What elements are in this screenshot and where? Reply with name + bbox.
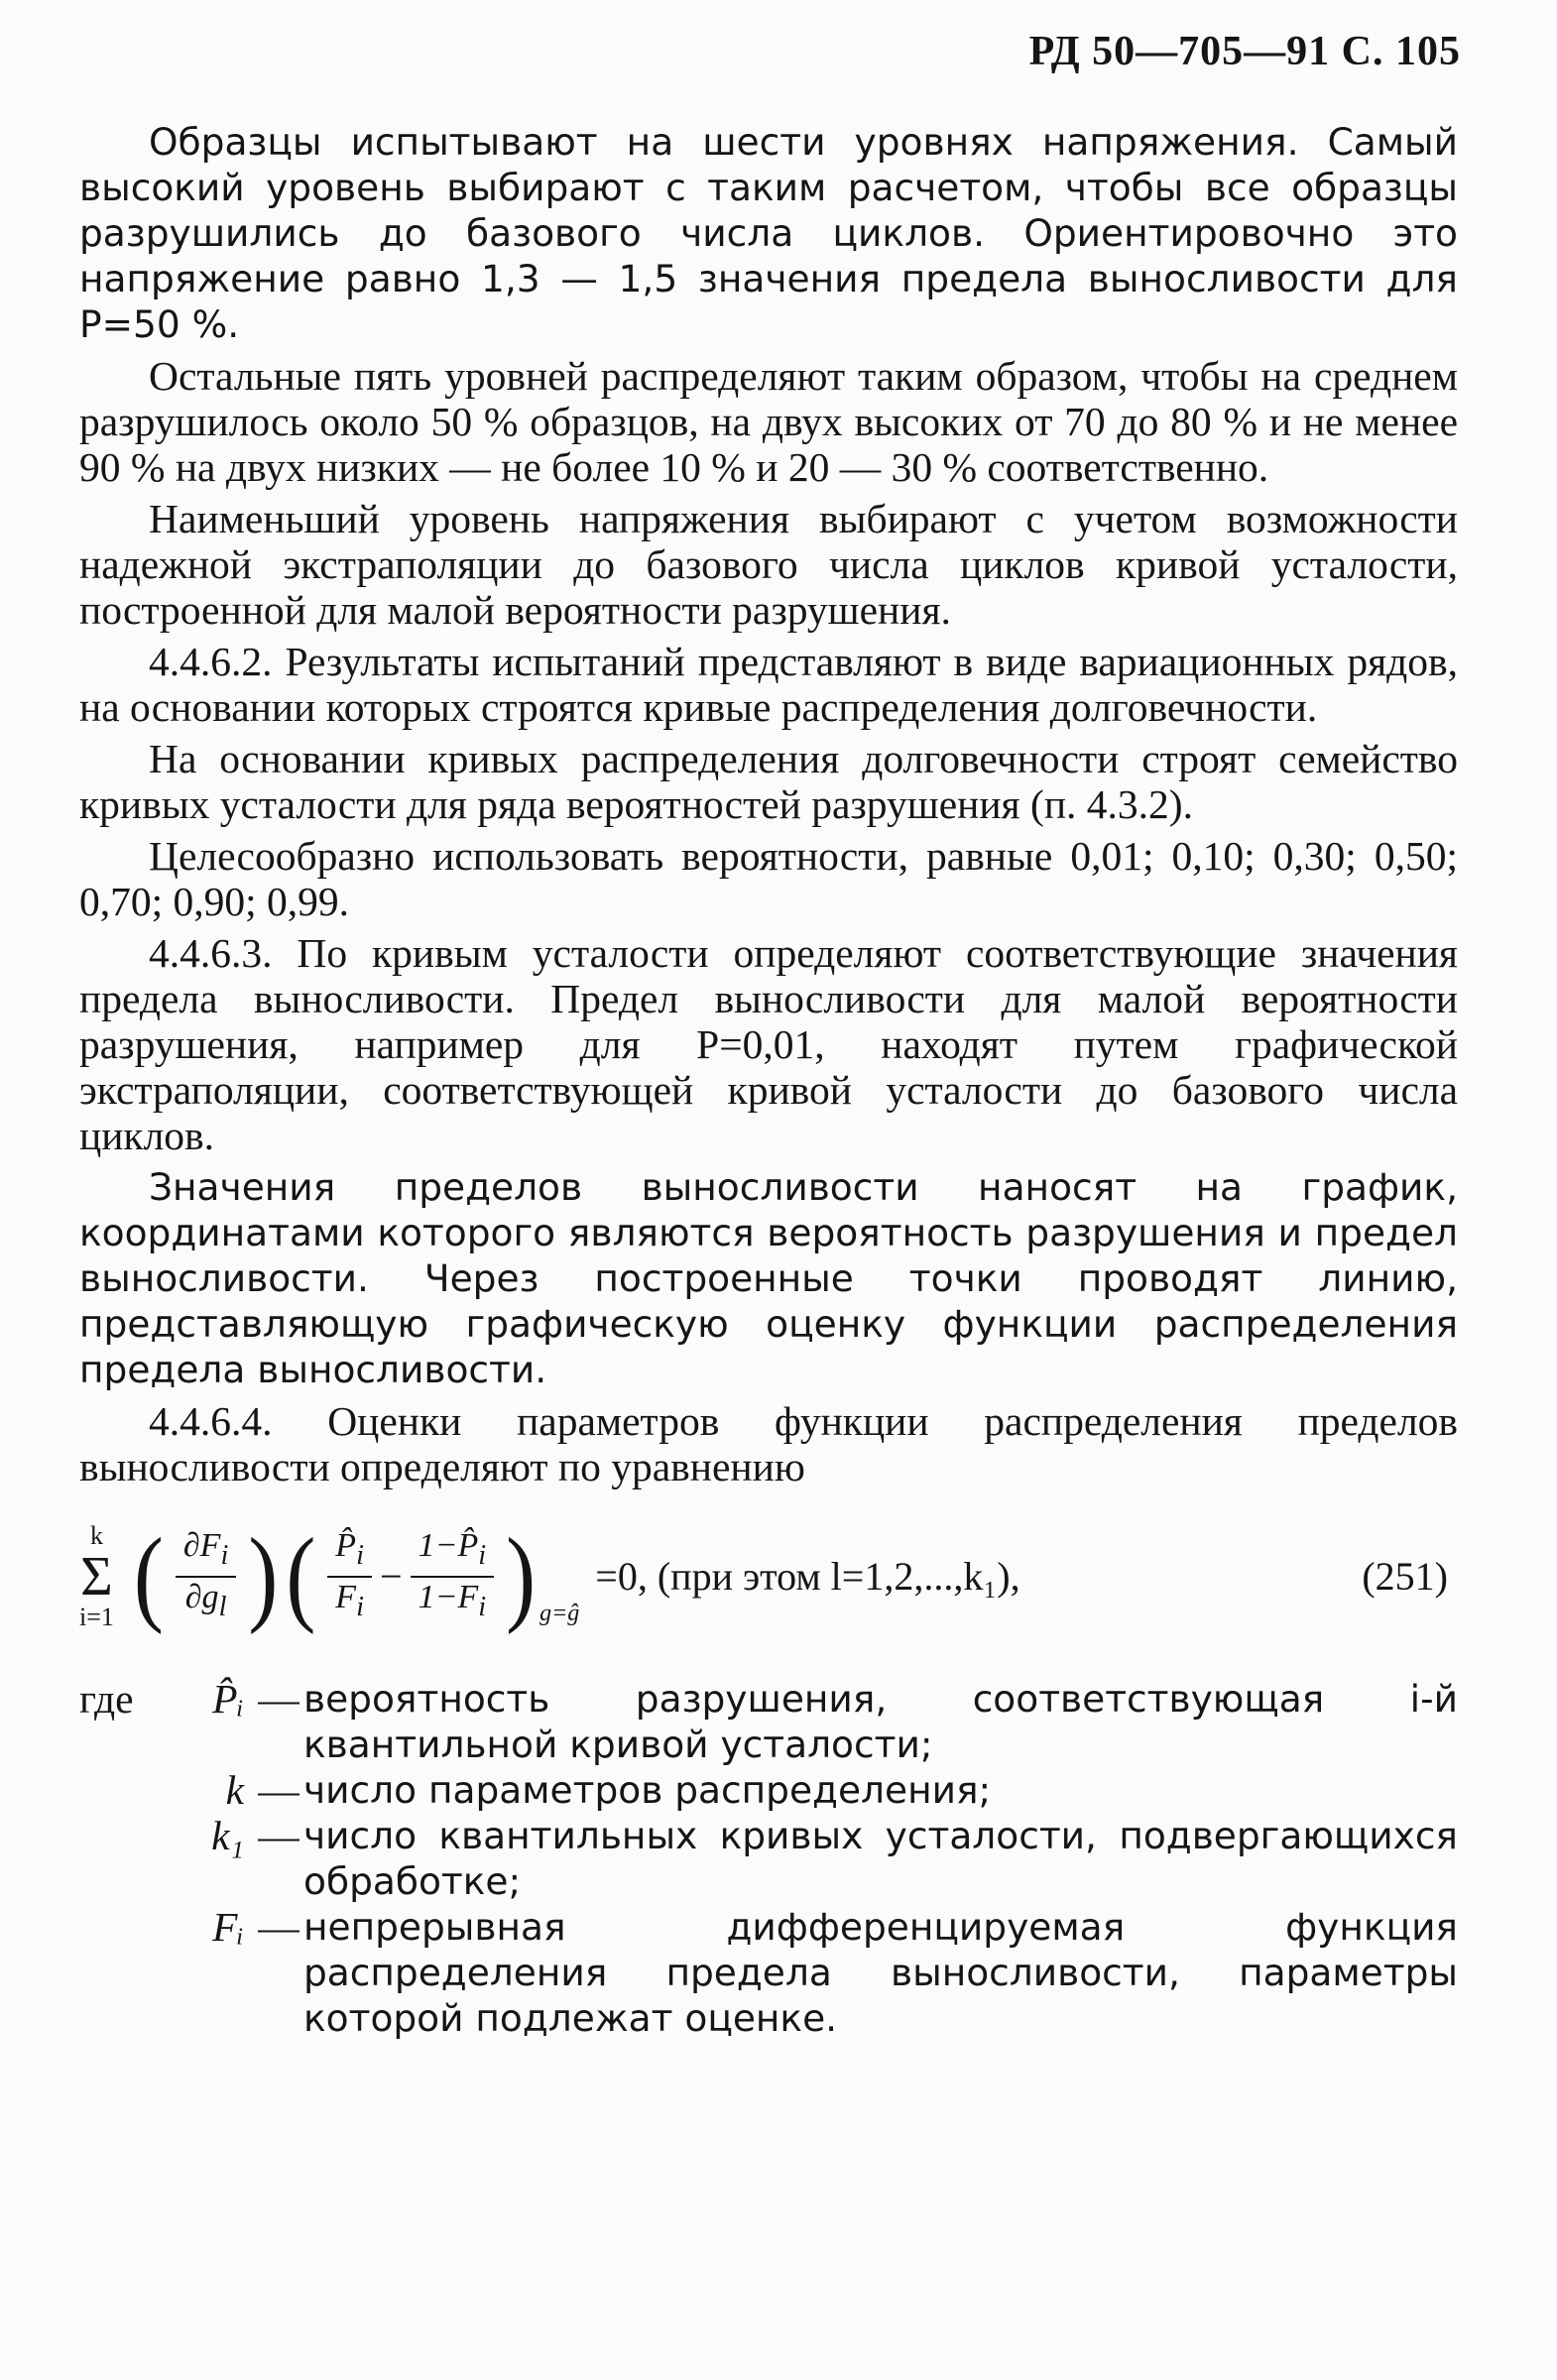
complement-denominator: 1−F	[418, 1579, 479, 1615]
minus-sign: −	[379, 1554, 403, 1599]
legend-symbol: Fᵢ	[212, 1904, 244, 1950]
sum-upper: k	[89, 1521, 103, 1550]
legend-description: вероятность разрушения, соответствующая i-й квантильной кривой усталости;	[303, 1677, 1458, 1766]
legend-description: непрерывная дифференцируемая функция распределения предела выносливости, параметры которой подлежат оценке.	[303, 1905, 1458, 2040]
evaluation-condition: g=ĝ	[539, 1601, 580, 1626]
complement-denominator-sub: i	[478, 1591, 487, 1622]
sum-operator	[79, 1523, 114, 1630]
f-denominator: F	[335, 1579, 357, 1615]
paragraph-9: 4.4.6.4. Оценки параметров функции распределения пределов выносливости определяют по уравнению	[79, 1398, 1458, 1489]
page-content	[79, 119, 1458, 2041]
equation-condition-text: =0, (при этом l=1,2,...,k₁),	[595, 1554, 1020, 1599]
legend-row	[79, 1767, 1458, 1813]
equation-251	[79, 1517, 1458, 1636]
legend-description: число параметров распределения;	[303, 1768, 992, 1812]
legend-row	[79, 1676, 1458, 1767]
paragraph-8: Значения пределов выносливости наносят на график, координатами которого являются вероятность разрушения и предел выносливости. Через построенные точки проводят линию, представляющую графическую оценку функции распределения предела выносливости.	[79, 1165, 1458, 1391]
legend-symbol: k₁	[211, 1813, 244, 1858]
paragraph-1: Образцы испытывают на шести уровнях напряжения. Самый высокий уровень выбирают с таким расчетом, чтобы все образцы разрушились до базового числа циклов. Ориентировочно это напряжение равно 1,3 — 1,5 значения предела выносливости для P=50 %.	[79, 120, 1458, 346]
paragraph-7: 4.4.6.3. По кривым усталости определяют соответствующие значения предела выносливости. Предел выносливости для малой вероятности разрушения, например для P=0,01, находят путем графической экстраполяции, соответствующей кривой усталости до базового числа циклов.	[79, 930, 1458, 1158]
legend-symbol: P̂ᵢ	[212, 1676, 244, 1722]
symbol-legend	[79, 1676, 1458, 2041]
paragraph-2: Остальные пять уровней распределяют таким образом, чтобы на среднем разрушилось около 50 % образцов, на двух высоких от 70 до 80 % и не менее 90 % на двух низких — не более 10 % и 20 — 30 % соответственно.	[79, 353, 1458, 490]
derivative-fraction	[176, 1526, 236, 1627]
page-header: РД 50—705—91 С. 105	[1028, 29, 1461, 74]
right-paren-2: )	[506, 1517, 537, 1635]
left-paren-2: (	[286, 1517, 316, 1635]
legend-row	[79, 1904, 1458, 2041]
p-numerator: P̂	[335, 1527, 357, 1565]
paragraph-3: Наименьший уровень напряжения выбирают с учетом возможности надежной экстраполяции до базового числа циклов кривой усталости, построенной для малой вероятности разрушения.	[79, 496, 1458, 633]
paragraph-6: Целесообразно использовать вероятности, равные 0,01; 0,10; 0,30; 0,50; 0,70; 0,90; 0,99.	[79, 833, 1458, 924]
legend-symbol: k	[225, 1767, 244, 1813]
derivative-denominator-sub: l	[218, 1591, 227, 1622]
derivative-numerator: ∂F	[182, 1527, 221, 1565]
derivative-denominator: ∂g	[184, 1579, 219, 1615]
complement-numerator: 1−P̂	[418, 1527, 479, 1565]
sum-lower: i=1	[79, 1603, 114, 1631]
p-numerator-sub: i	[356, 1540, 364, 1571]
p-over-f-fraction	[327, 1526, 372, 1627]
paragraph-5: На основании кривых распределения долговечности строят семейство кривых усталости для ряда вероятностей разрушения (п. 4.3.2).	[79, 736, 1458, 827]
complement-numerator-sub: i	[478, 1540, 487, 1571]
right-paren: )	[248, 1517, 279, 1635]
legend-dash: —	[258, 1676, 299, 1722]
legend-dash: —	[258, 1904, 299, 1950]
legend-dash: —	[258, 1767, 299, 1813]
sum-sign: Σ	[80, 1546, 113, 1607]
equation-number: (251)	[1362, 1554, 1448, 1599]
legend-where: где	[79, 1676, 134, 1722]
legend-row	[79, 1813, 1458, 1904]
paragraph-4: 4.4.6.2. Результаты испытаний представляют в виде вариационных рядов, на основании которых строятся кривые распределения долговечности.	[79, 639, 1458, 730]
legend-dash: —	[258, 1813, 299, 1858]
derivative-numerator-sub: i	[220, 1540, 229, 1571]
complement-fraction	[411, 1526, 495, 1627]
f-denominator-sub: i	[356, 1591, 364, 1622]
legend-description: число квантильных кривых усталости, подвергающихся обработке;	[303, 1814, 1458, 1903]
left-paren: (	[133, 1517, 164, 1635]
